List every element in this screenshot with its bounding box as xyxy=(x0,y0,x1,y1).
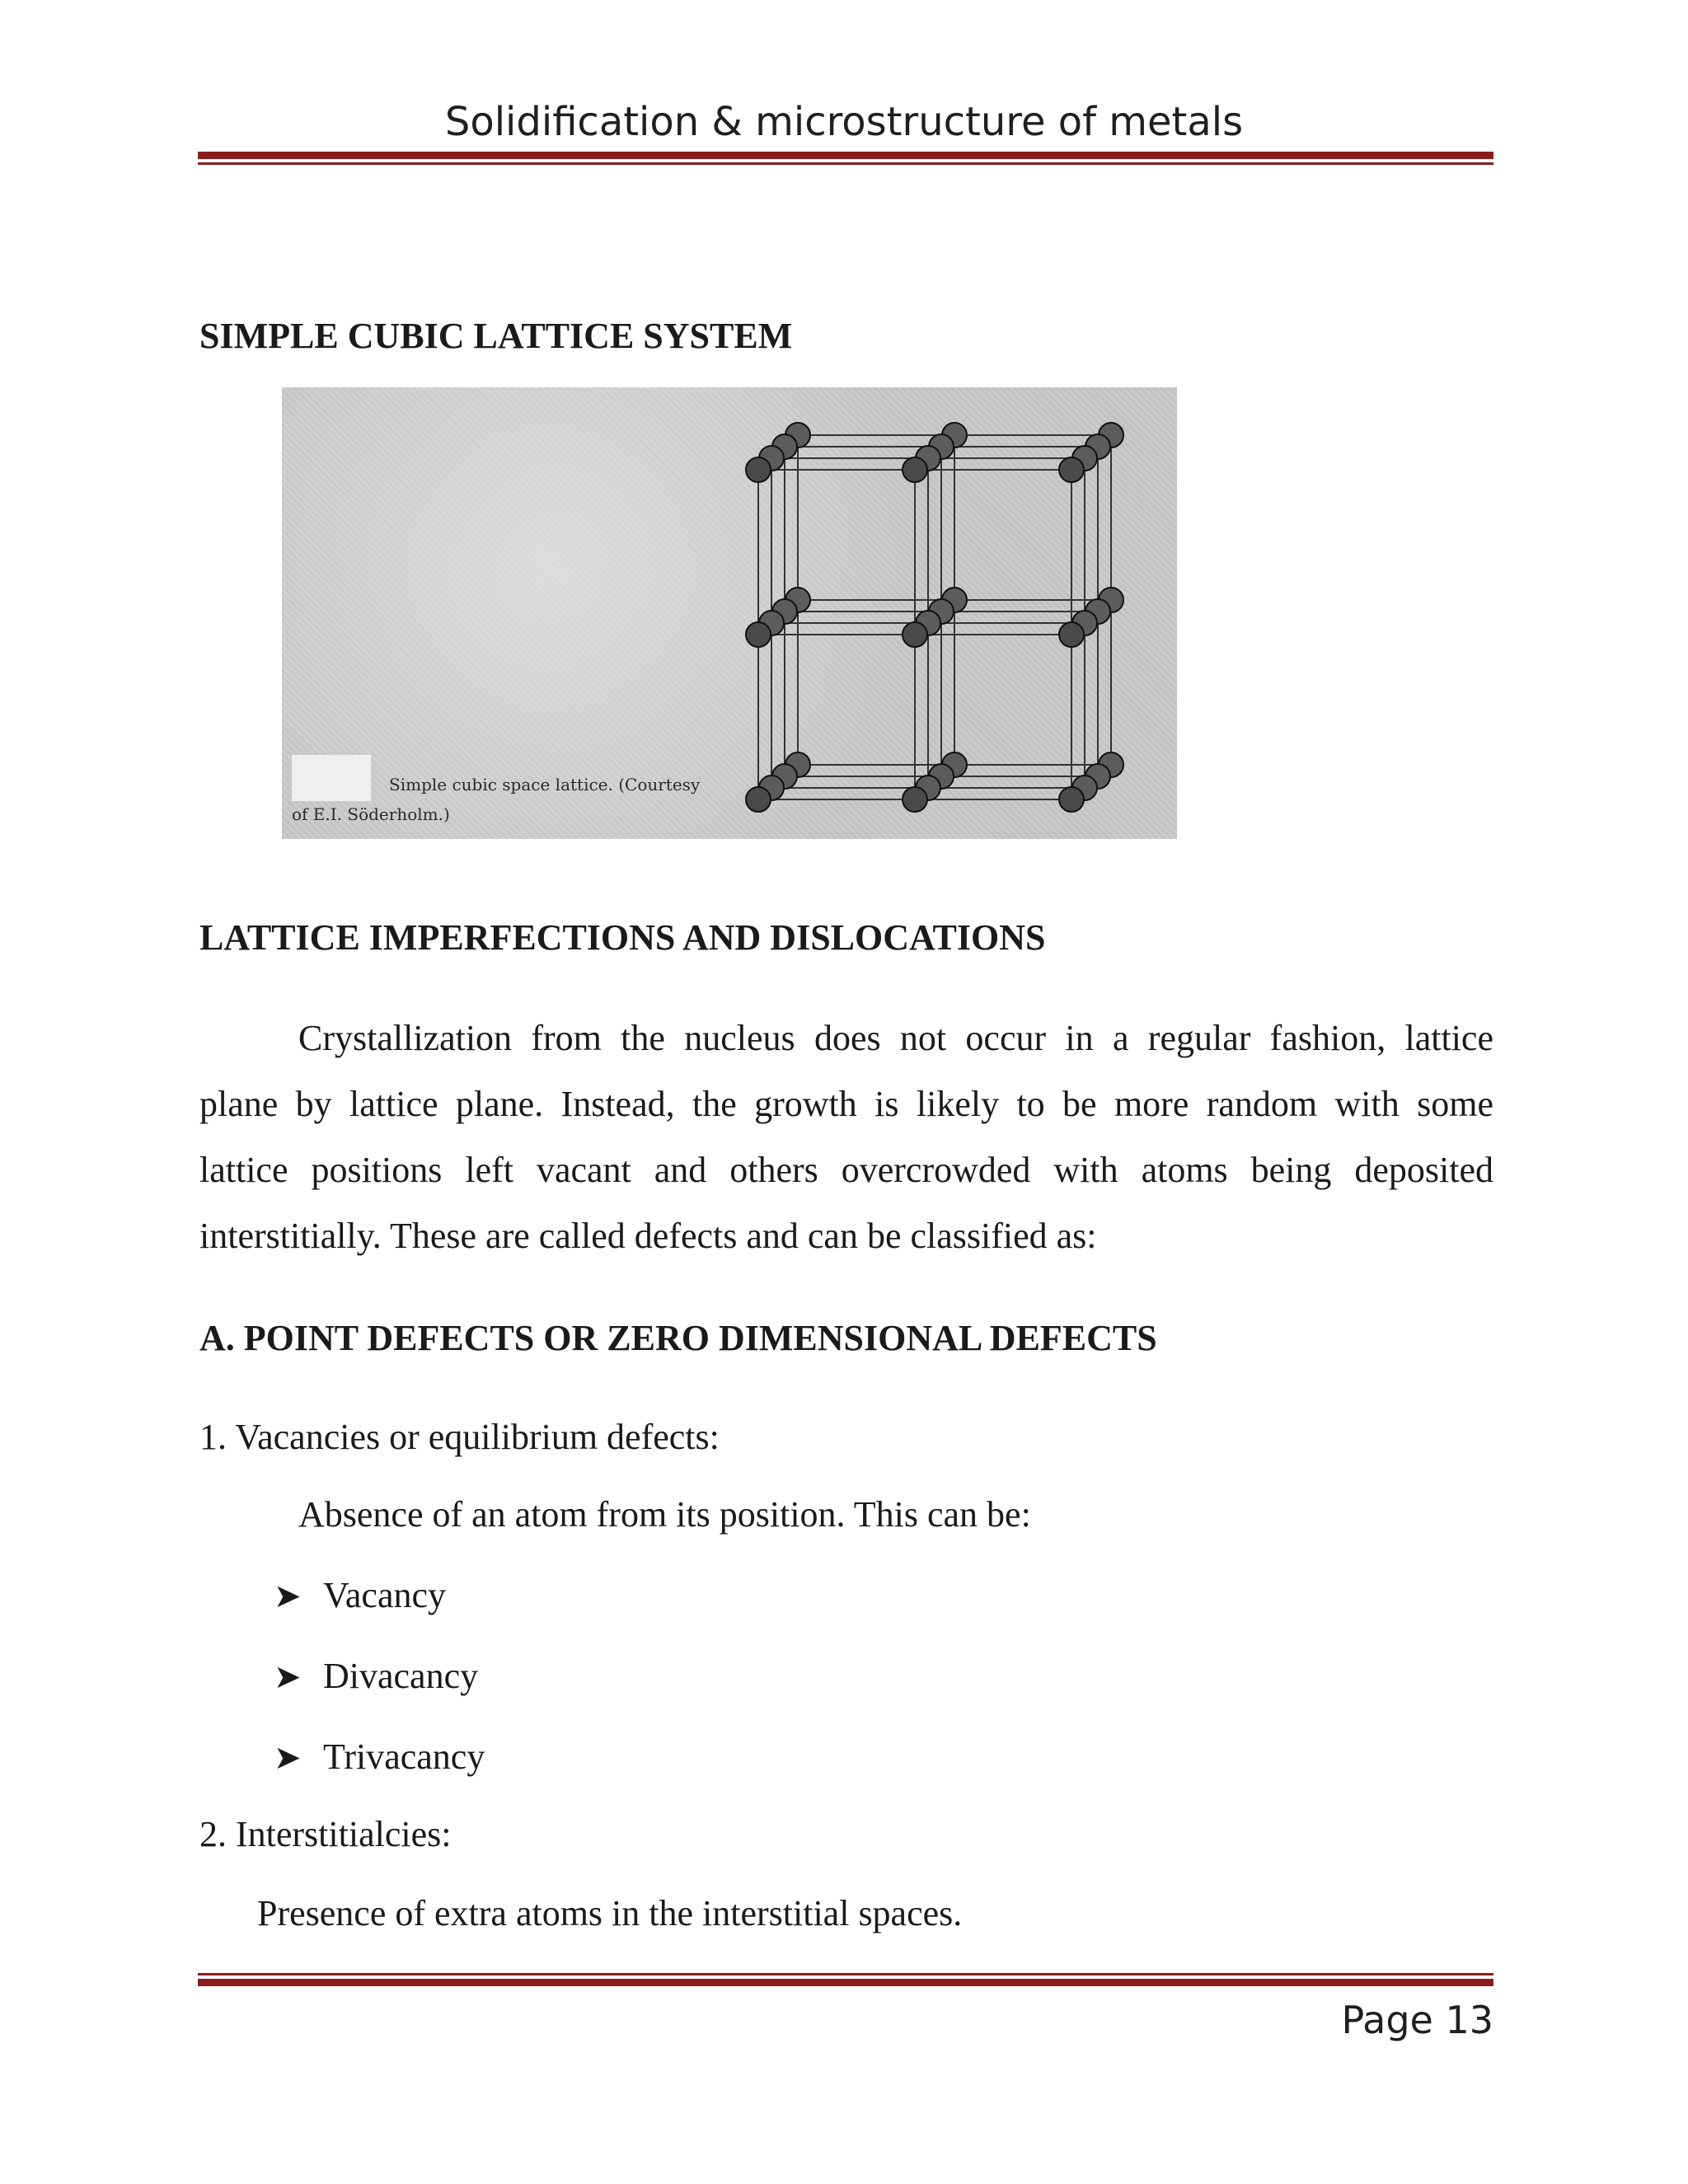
figure-caption-line1: Simple cubic space lattice. (Courtesy xyxy=(389,775,701,794)
caption-blank-box xyxy=(292,755,371,801)
item-2-label: 2. Interstitialcies: xyxy=(199,1814,452,1854)
section-heading-point-defects: A. POINT DEFECTS OR ZERO DIMENSIONAL DEFECTS xyxy=(199,1318,1157,1358)
item-1-description: Absence of an atom from its position. This can be: xyxy=(298,1494,1031,1535)
arrow-bullet-icon: ➤ xyxy=(274,1577,302,1615)
header-rule xyxy=(198,152,1493,165)
bullet-divacancy xyxy=(274,1655,478,1697)
page-number: Page 13 xyxy=(1341,1998,1493,2042)
paragraph-line-4: interstitially. These are called defects and can be classified as: xyxy=(199,1216,1097,1256)
arrow-bullet-icon: ➤ xyxy=(274,1658,302,1695)
page-header-title: Solidification & microstructure of metals xyxy=(444,99,1244,145)
section-heading-simple-cubic: SIMPLE CUBIC LATTICE SYSTEM xyxy=(199,316,793,356)
paragraph-line-1: Crystallization from the nucleus does not occur in a regular fashion, lattice xyxy=(298,1018,1493,1058)
lattice-diagram xyxy=(282,387,1177,839)
arrow-bullet-icon: ➤ xyxy=(274,1739,302,1776)
bullet-vacancy xyxy=(274,1574,446,1616)
bullet-trivacancy xyxy=(274,1736,485,1778)
bullet-text: Divacancy xyxy=(323,1656,479,1696)
paragraph-line-2: plane by lattice plane. Instead, the growth is likely to be more random with some xyxy=(199,1084,1493,1124)
section-heading-lattice-imperfections: LATTICE IMPERFECTIONS AND DISLOCATIONS xyxy=(199,917,1046,958)
bullet-text: Trivacancy xyxy=(323,1736,485,1777)
simple-cubic-lattice-figure xyxy=(282,387,1177,839)
paragraph-line-3: lattice positions left vacant and others overcrowded with atoms being deposited xyxy=(199,1150,1493,1190)
item-2-description: Presence of extra atoms in the interstitial spaces. xyxy=(257,1893,963,1933)
bullet-text: Vacancy xyxy=(323,1575,447,1615)
footer-rule xyxy=(198,1973,1493,1986)
item-1-label: 1. Vacancies or equilibrium defects: xyxy=(199,1417,720,1457)
figure-caption-line2: of E.I. Söderholm.) xyxy=(292,804,450,824)
